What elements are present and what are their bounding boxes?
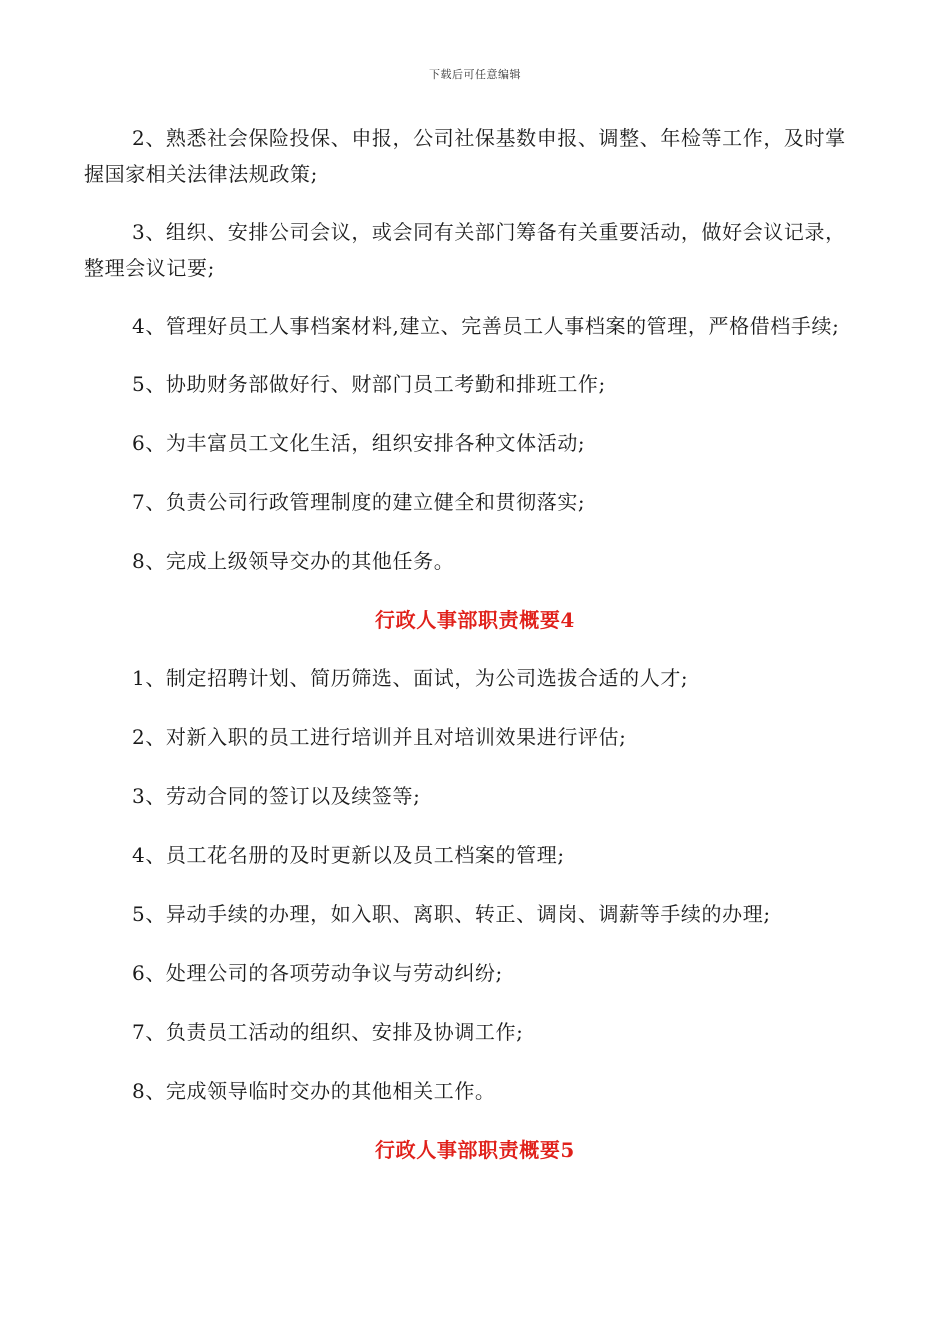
- section-prev-list: [84, 120, 866, 579]
- list-item: 3、组织、安排公司会议，或会同有关部门筹备有关重要活动，做好会议记录，整理会议记要;: [84, 220, 846, 280]
- list-item: 3、劳动合同的签订以及续签等;: [132, 784, 421, 808]
- list-item: 7、负责公司行政管理制度的建立健全和贯彻落实;: [132, 490, 586, 514]
- page-header-note: 下载后可任意编辑: [429, 68, 521, 81]
- list-item: 4、管理好员工人事档案材料,建立、完善员工人事档案的管理，严格借档手续;: [132, 314, 840, 338]
- list-item: 5、协助财务部做好行、财部门员工考勤和排班工作;: [132, 372, 606, 396]
- list-item: 7、负责员工活动的组织、安排及协调工作;: [132, 1020, 524, 1044]
- section-title-4: 行政人事部职责概要4: [375, 608, 575, 632]
- section-4-list: [84, 660, 866, 1109]
- section-title-5: 行政人事部职责概要5: [375, 1138, 575, 1162]
- list-item: 2、熟悉社会保险投保、申报，公司社保基数申报、调整、年检等工作，及时掌握国家相关法律法规政策;: [84, 126, 846, 186]
- list-item: 5、异动手续的办理，如入职、离职、转正、调岗、调薪等手续的办理;: [132, 902, 771, 926]
- list-item: 4、员工花名册的及时更新以及员工档案的管理;: [132, 843, 565, 867]
- list-item: 6、为丰富员工文化生活，组织安排各种文体活动;: [132, 431, 586, 455]
- list-item: 1、制定招聘计划、简历筛选、面试，为公司选拔合适的人才;: [132, 666, 689, 690]
- list-item: 8、完成上级领导交办的其他任务。: [132, 549, 455, 573]
- document-body: [84, 120, 866, 1190]
- list-item: 2、对新入职的员工进行培训并且对培训效果进行评估;: [132, 725, 627, 749]
- list-item: 8、完成领导临时交办的其他相关工作。: [132, 1079, 496, 1103]
- list-item: 6、处理公司的各项劳动争议与劳动纠纷;: [132, 961, 503, 985]
